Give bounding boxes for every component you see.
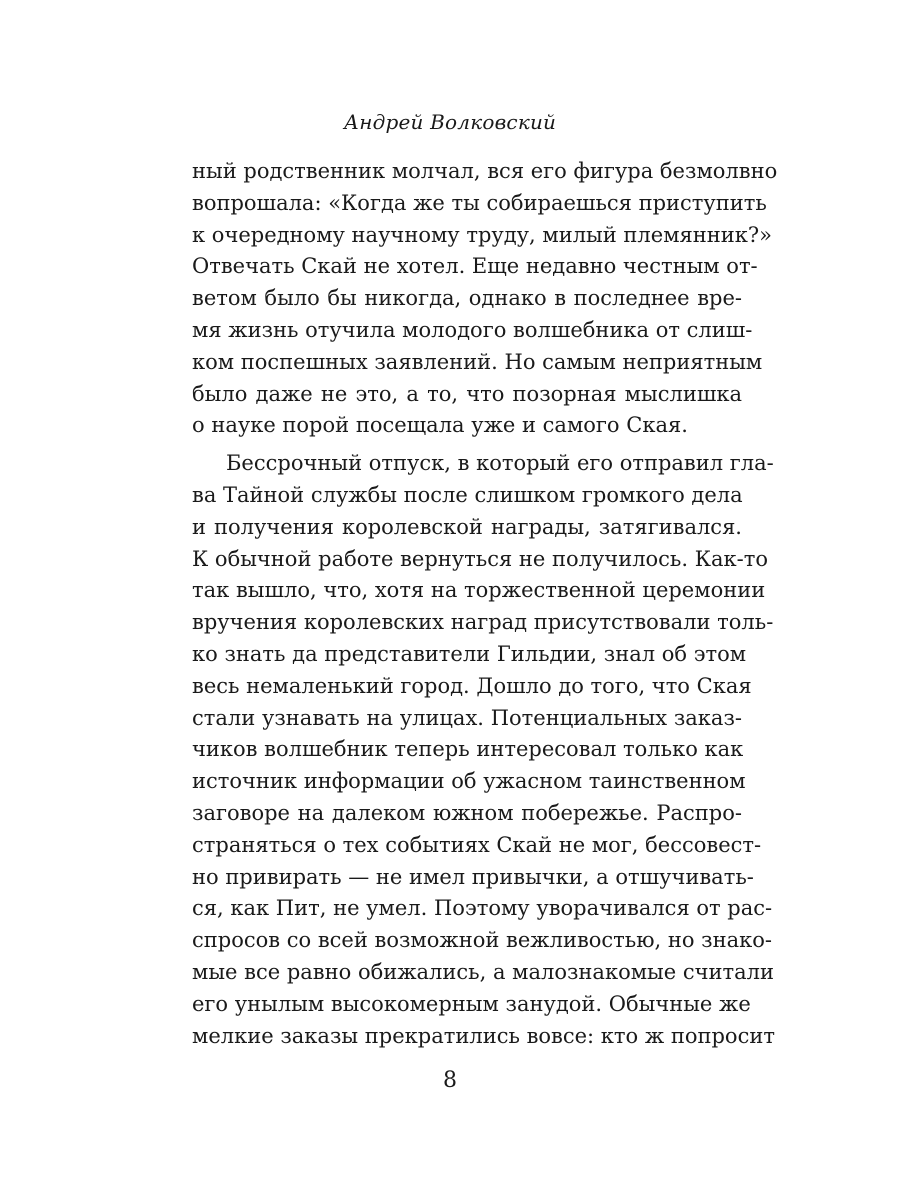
text-line: ко знать да представители Гильдии, знал об этом [192, 641, 747, 666]
text-line: ком поспешных заявлений. Но самым неприятным [192, 349, 763, 374]
text-line: источник информации об ужасном таинственном [192, 769, 746, 794]
text-line: ветом было бы никогда, однако в последнее вре- [192, 286, 742, 311]
text-line: заговоре на далеком южном побережье. Распро- [192, 800, 742, 825]
text-line: Отвечать Скай не хотел. Еще недавно честным от- [192, 254, 758, 279]
text-line: мые все равно обижались, а малознакомые считали [192, 959, 774, 984]
text-line: было даже не это, а то, что позорная мыслишка [192, 381, 742, 406]
text-line: стали узнавать на улицах. Потенциальных заказ- [192, 705, 742, 730]
text-line: спросов со всей возможной вежливостью, но знако- [192, 928, 773, 953]
text-line: мелкие заказы прекратились вовсе: кто ж попросит [192, 1023, 775, 1048]
text-line: ный родственник молчал, вся его фигура безмолвно [192, 159, 778, 183]
text-line: его унылым высокомерным занудой. Обычные же [192, 991, 751, 1016]
page-body [192, 156, 778, 1052]
text-line: Бессрочный отпуск, в который его отправил гла- [226, 451, 774, 476]
text-line: ва Тайной службы после слишком громкого дела [192, 482, 743, 507]
text-line: к очередному научному труду, милый племянник?» [192, 222, 773, 247]
running-head-author: Андрей Волковский [343, 110, 557, 134]
text-line: страняться о тех событиях Скай не мог, бессовест- [192, 832, 762, 857]
text-line: и получения королевской награды, затягивался. [192, 514, 742, 539]
text-line: вопрошала: «Когда же ты собираешься приступить [192, 190, 767, 215]
text-line: так вышло, что, хотя на торжественной церемонии [192, 578, 766, 603]
text-line: о науке порой посещала уже и самого Ская. [192, 413, 688, 438]
text-line: мя жизнь отучила молодого волшебника от слиш- [192, 317, 753, 342]
text-line: но привирать — не имел привычки, а отшучивать- [192, 864, 754, 889]
text-line: ся, как Пит, не умел. Поэтому уворачивался от рас- [192, 896, 773, 921]
text-line: К обычной работе вернуться не получилось. Как-то [192, 546, 768, 571]
paragraph [192, 448, 775, 1052]
page-number: 8 [443, 1068, 457, 1093]
text-line: весь немаленький город. Дошло до того, что Ская [192, 673, 752, 698]
text-line: вручения королевских наград присутствовали толь- [192, 610, 774, 635]
paragraph [192, 156, 778, 442]
text-line: чиков волшебник теперь интересовал только как [192, 737, 744, 762]
